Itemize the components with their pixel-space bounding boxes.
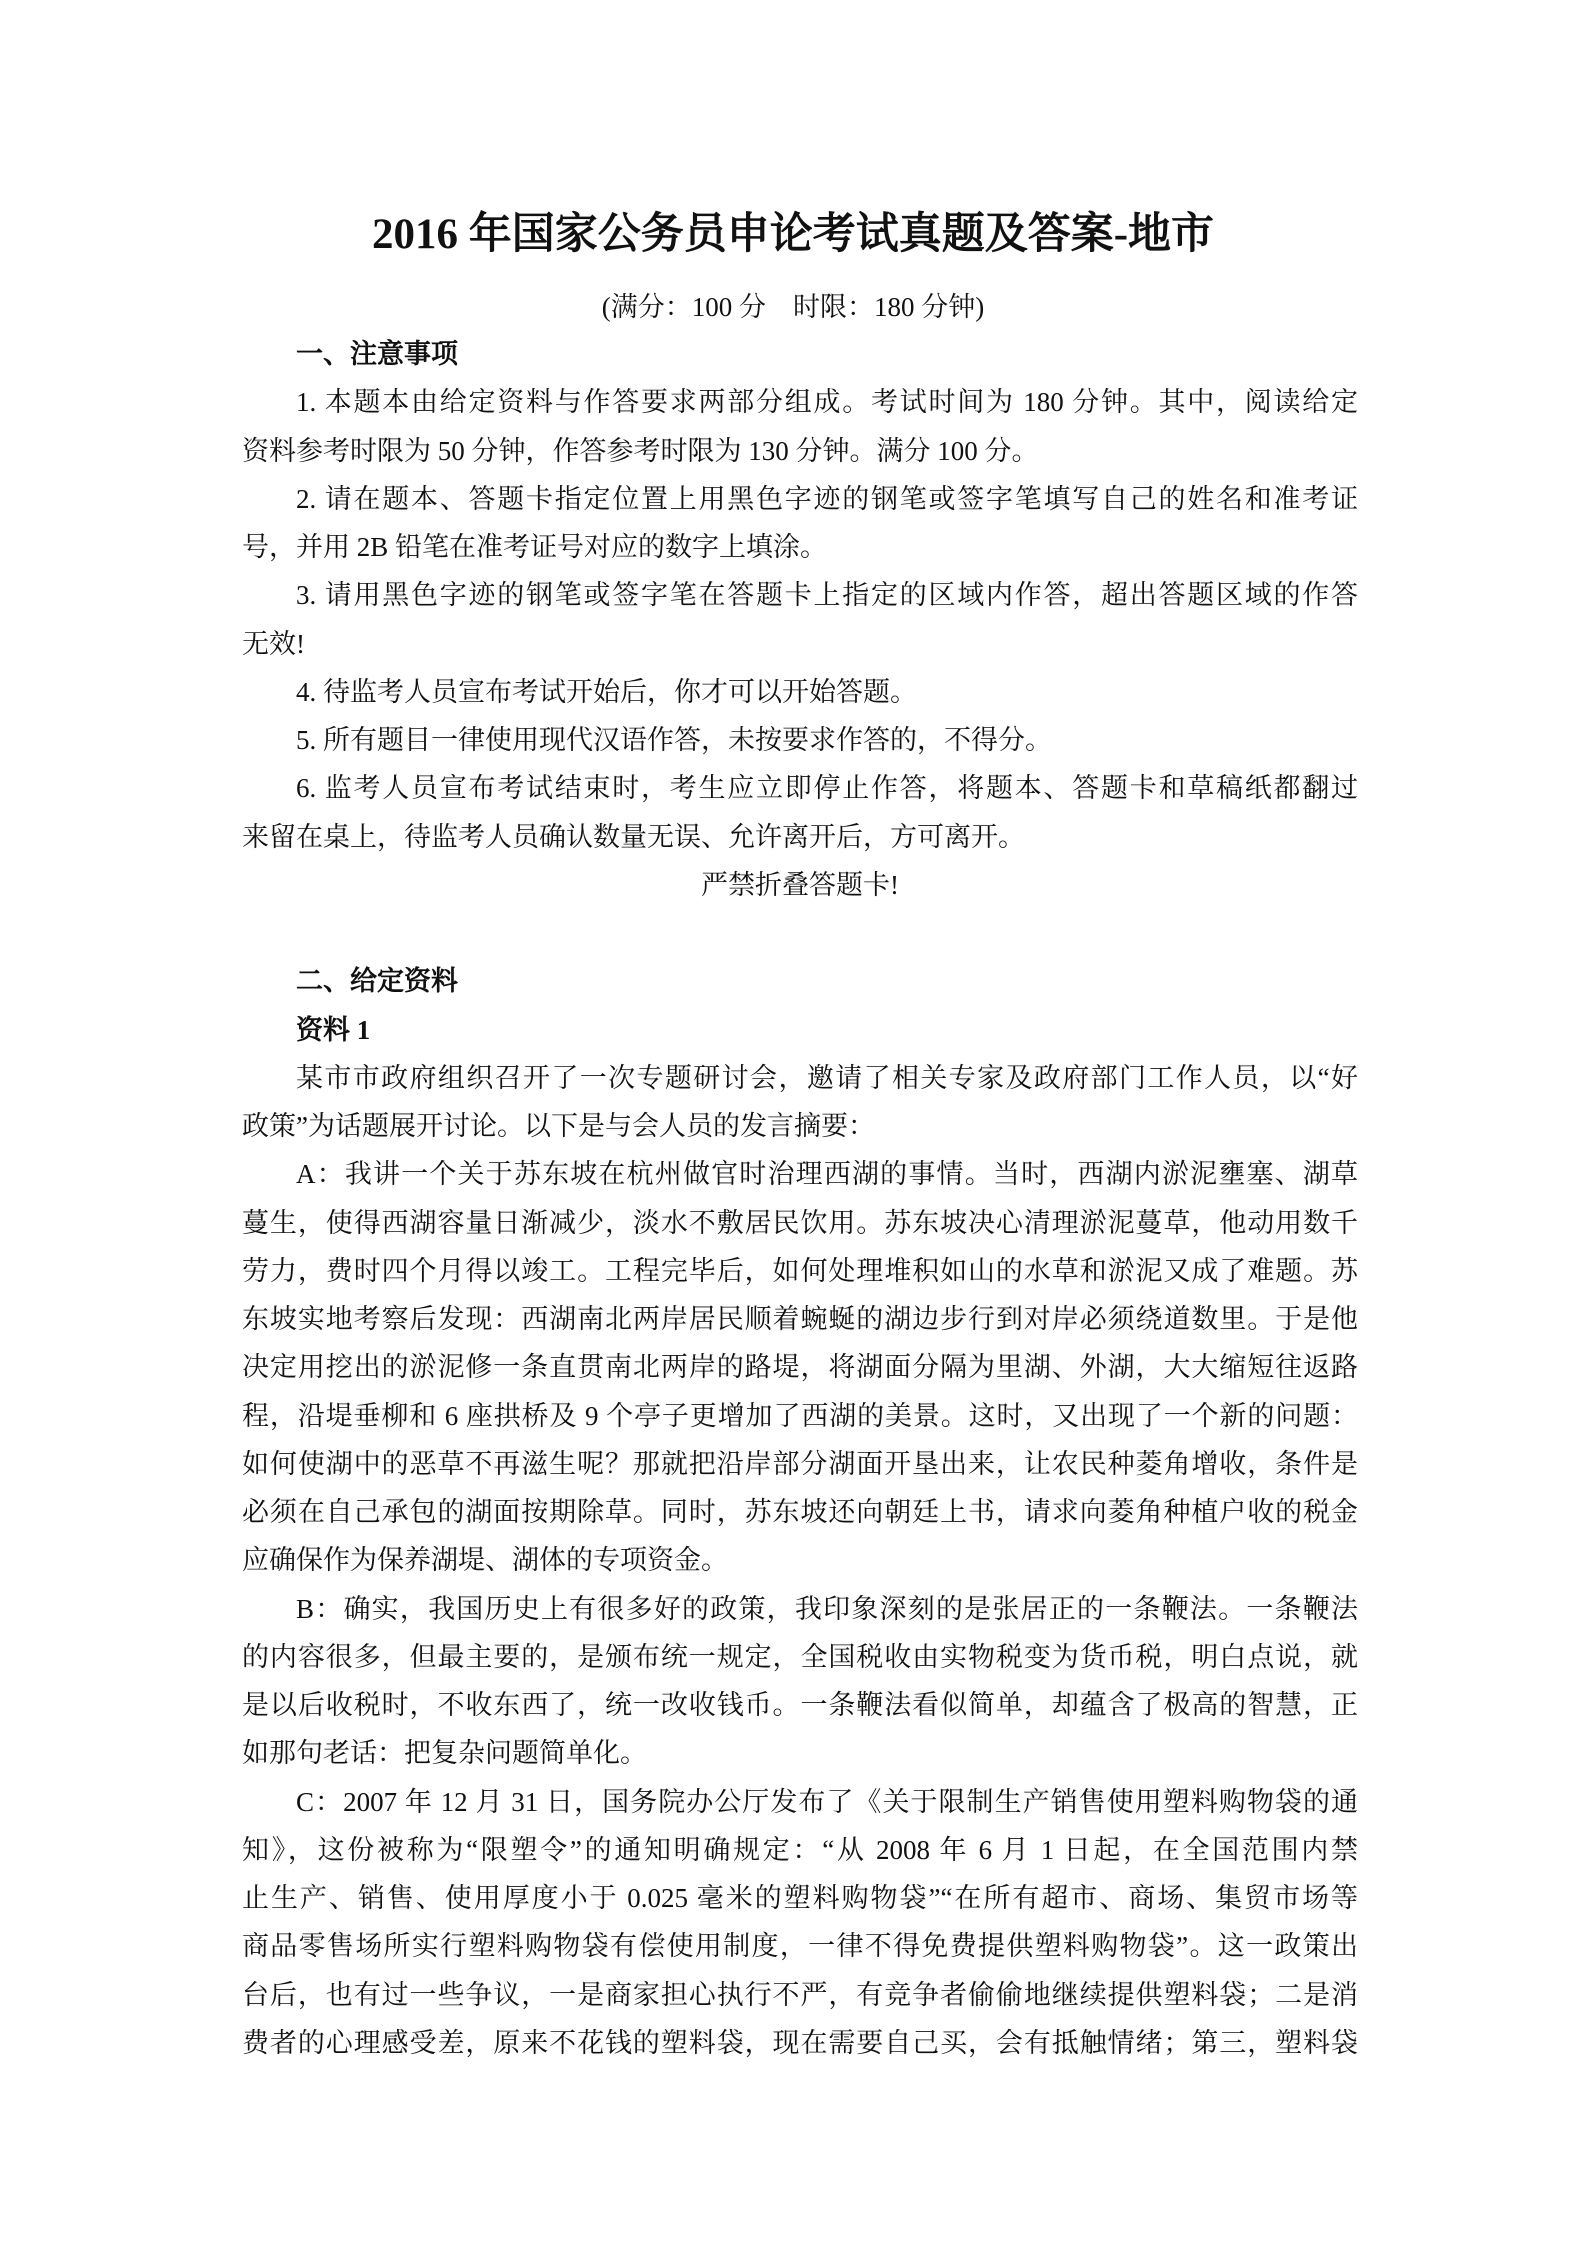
document-body	[242, 330, 1358, 2067]
paragraph-line: A：我讲一个关于苏东坡在杭州做官时治理西湖的事情。当时，西湖内淤泥壅塞、湖草	[296, 1159, 1358, 1190]
material-label: 资料 1	[296, 1014, 371, 1045]
notice-item-line: 2. 请在题本、答题卡指定位置上用黑色字迹的钢笔或签字笔填写自己的姓名和准考证	[296, 483, 1358, 514]
paragraph-line: 劳力，费时四个月得以竣工。工程完毕后，如何处理堆积如山的水草和淤泥又成了难题。苏	[242, 1255, 1358, 1286]
paragraph-line: 程，沿堤垂柳和 6 座拱桥及 9 个亭子更增加了西湖的美景。这时，又出现了一个新的问题：	[242, 1400, 1358, 1431]
paragraph-line: 费者的心理感受差，原来不花钱的塑料袋，现在需要自己买，会有抵触情绪；第三，塑料袋	[242, 2027, 1358, 2058]
notice-item-line: 1. 本题本由给定资料与作答要求两部分组成。考试时间为 180 分钟。其中，阅读给定	[296, 387, 1358, 418]
notice-item-line: 4. 待监考人员宣布考试开始后，你才可以开始答题。	[296, 676, 917, 707]
paragraph-line: 蔓生，使得西湖容量日渐减少，淡水不敷居民饮用。苏东坡决心清理淤泥蔓草，他动用数千	[242, 1207, 1358, 1238]
paragraph-line: 台后，也有过一些争议，一是商家担心执行不严，有竞争者偷偷地继续提供塑料袋；二是消	[242, 1979, 1358, 2010]
materials-heading: 二、给定资料	[296, 966, 458, 997]
warning-text: 严禁折叠答题卡!	[701, 869, 899, 900]
paragraph-line: 某市市政府组织召开了一次专题研讨会，邀请了相关专家及政府部门工作人员，以“好	[296, 1062, 1358, 1093]
notice-item-line: 号，并用 2B 铅笔在准考证号对应的数字上填涂。	[242, 532, 828, 562]
notice-heading: 一、注意事项	[296, 339, 458, 369]
paragraph-line: B：确实，我国历史上有很多好的政策，我印象深刻的是张居正的一条鞭法。一条鞭法	[296, 1593, 1358, 1624]
paragraph-line: 如那句老话：把复杂问题简单化。	[242, 1738, 647, 1769]
paragraph-line: 是以后收税时，不收东西了，统一改收钱币。一条鞭法看似简单，却蕴含了极高的智慧，正	[242, 1690, 1358, 1720]
paragraph-line: 如何使湖中的恶草不再滋生呢？那就把沿岸部分湖面开垦出来，让农民种菱角增收，条件是	[242, 1448, 1358, 1479]
paragraph-line: 止生产、销售、使用厚度小于 0.025 毫米的塑料购物袋”“在所有超市、商场、集贸市场等	[242, 1883, 1358, 1913]
notice-item-line: 来留在桌上，待监考人员确认数量无误、允许离开后，方可离开。	[242, 821, 1025, 852]
paragraph-line: 东坡实地考察后发现：西湖南北两岸居民顺着蜿蜒的湖边步行到对岸必须绕道数里。于是他	[242, 1304, 1358, 1334]
paragraph-line: 政策”为话题展开讨论。以下是与会人员的发言摘要：	[242, 1111, 875, 1141]
document-subtitle: (满分：100 分 时限：180 分钟)	[601, 292, 985, 322]
paragraph-line: 商品零售场所实行塑料购物袋有偿使用制度，一律不得免费提供塑料购物袋”。这一政策出	[242, 1931, 1358, 1962]
notice-item-line: 资料参考时限为 50 分钟，作答参考时限为 130 分钟。满分 100 分。	[242, 435, 1039, 466]
notice-item-line: 6. 监考人员宣布考试结束时，考生应立即停止作答，将题本、答题卡和草稿纸都翻过	[296, 773, 1358, 804]
paragraph-line: C：2007 年 12 月 31 日，国务院办公厅发布了《关于限制生产销售使用塑料购物袋的通	[296, 1786, 1358, 1817]
notice-item-line: 5. 所有题目一律使用现代汉语作答，未按要求作答的，不得分。	[296, 725, 1052, 755]
document-title: 2016 年国家公务员申论考试真题及答案-地市	[371, 211, 1215, 258]
paragraph-line: 应确保作为保养湖堤、湖体的专项资金。	[242, 1545, 728, 1576]
blank-line	[242, 909, 1358, 957]
notice-item-line: 无效!	[242, 628, 305, 659]
paragraph-line: 的内容很多，但最主要的，是颁布统一规定，全国税收由实物税变为货币税，明白点说，就	[242, 1641, 1358, 1672]
paragraph-line: 必须在自己承包的湖面按期除草。同时，苏东坡还向朝廷上书，请求向菱角种植户收的税金	[242, 1497, 1358, 1527]
paragraph-line: 知》，这份被称为“限塑令”的通知明确规定：“从 2008 年 6 月 1 日起，在全国范围内禁	[242, 1834, 1358, 1865]
paragraph-line: 决定用挖出的淤泥修一条直贯南北两岸的路堤，将湖面分隔为里湖、外湖，大大缩短往返路	[242, 1352, 1358, 1383]
notice-item-line: 3. 请用黑色字迹的钢笔或签字笔在答题卡上指定的区域内作答，超出答题区域的作答	[296, 580, 1358, 611]
